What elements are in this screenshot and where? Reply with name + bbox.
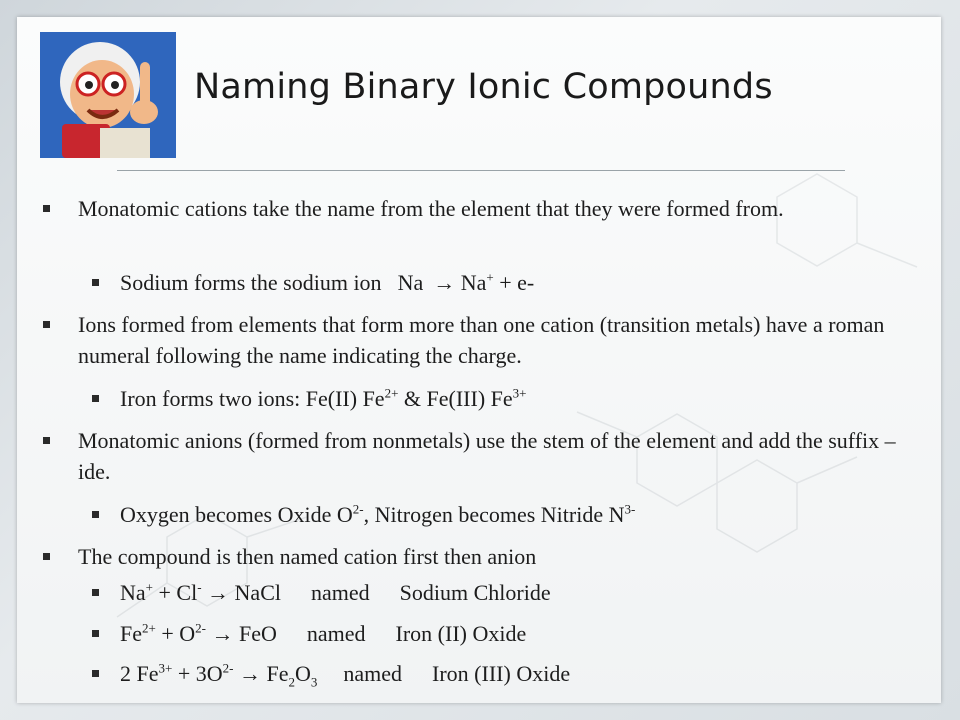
bullet-transition-metals bbox=[78, 309, 898, 371]
bullet-text: Monatomic anions (formed from nonmetals) use the stem of the element and add the suffix –ide. bbox=[78, 428, 896, 484]
bullet-marker bbox=[92, 395, 99, 402]
equation-part: Fe bbox=[120, 621, 142, 646]
title-divider bbox=[117, 170, 845, 171]
bullet-marker bbox=[92, 589, 99, 596]
equation-part: + O bbox=[155, 621, 196, 646]
slide-title: Naming Binary Ionic Compounds bbox=[194, 67, 773, 107]
sub-bullet-sodium bbox=[120, 267, 900, 298]
bullet-marker bbox=[43, 321, 50, 328]
bullet-marker bbox=[92, 630, 99, 637]
bullet-text: Oxygen becomes Oxide O bbox=[120, 502, 353, 527]
named-label: named bbox=[343, 661, 403, 686]
charge-superscript: 3- bbox=[624, 501, 636, 517]
bullet-monatomic-cations bbox=[78, 193, 898, 224]
bullet-marker bbox=[92, 511, 99, 518]
bullet-marker bbox=[43, 553, 50, 560]
charge-superscript: 3+ bbox=[158, 660, 173, 676]
charge-superscript: 2+ bbox=[384, 385, 399, 401]
bullet-marker bbox=[43, 437, 50, 444]
charge-superscript: + bbox=[486, 269, 494, 285]
bullet-text: Ions formed from elements that form more than one cation (transition metals) have a roman numeral following the name indicating the charge. bbox=[78, 312, 885, 368]
charge-superscript: 2+ bbox=[142, 620, 156, 636]
bullet-compound-naming bbox=[78, 541, 898, 572]
compound-name: Iron (II) Oxide bbox=[395, 621, 527, 646]
equation-part: → Fe bbox=[233, 661, 289, 686]
bullet-marker bbox=[92, 670, 99, 677]
compound-name: Sodium Chloride bbox=[399, 580, 551, 605]
equation-part: + e- bbox=[493, 270, 535, 295]
charge-superscript: 2- bbox=[352, 501, 364, 517]
equation-part: 2 Fe bbox=[120, 661, 159, 686]
example-iron-ii-oxide bbox=[120, 618, 900, 649]
bullet-text: & Fe(III) Fe bbox=[398, 386, 513, 411]
charge-superscript: 2- bbox=[195, 620, 206, 636]
named-label: named bbox=[306, 621, 366, 646]
bullet-text: Sodium forms the sodium ion bbox=[120, 270, 382, 295]
equation-part: Na bbox=[397, 270, 424, 295]
bullet-monatomic-anions bbox=[78, 425, 898, 487]
equation-part: + 3O bbox=[172, 661, 223, 686]
sub-bullet-iron bbox=[120, 383, 900, 414]
bullet-marker bbox=[92, 279, 99, 286]
equation-part: + Cl bbox=[153, 580, 198, 605]
charge-superscript: - bbox=[197, 579, 202, 595]
charge-superscript: 3+ bbox=[512, 385, 527, 401]
professor-mascot-image bbox=[40, 32, 176, 158]
named-label: named bbox=[311, 580, 370, 605]
bullet-text: Iron forms two ions: Fe(II) Fe bbox=[120, 386, 385, 411]
slide bbox=[17, 17, 941, 703]
example-iron-iii-oxide bbox=[120, 658, 900, 689]
equation-part: Na bbox=[120, 580, 146, 605]
bullet-text: The compound is then named cation first then anion bbox=[78, 544, 537, 569]
equation-part: → Na bbox=[433, 270, 487, 295]
subscript: 3 bbox=[310, 674, 318, 690]
equation-part: O bbox=[294, 661, 311, 686]
equation-part: → NaCl bbox=[201, 580, 281, 605]
subscript: 2 bbox=[288, 674, 295, 690]
example-sodium-chloride bbox=[120, 577, 900, 608]
sub-bullet-oxide-nitride bbox=[120, 499, 900, 530]
bullet-marker bbox=[43, 205, 50, 212]
bullet-text: Monatomic cations take the name from the element that they were formed from. bbox=[78, 196, 784, 221]
compound-name: Iron (III) Oxide bbox=[432, 661, 571, 686]
bullet-text: , Nitrogen becomes Nitride N bbox=[363, 502, 625, 527]
charge-superscript: 2- bbox=[222, 660, 234, 676]
charge-superscript: + bbox=[145, 579, 153, 595]
equation-part: → FeO bbox=[205, 621, 277, 646]
